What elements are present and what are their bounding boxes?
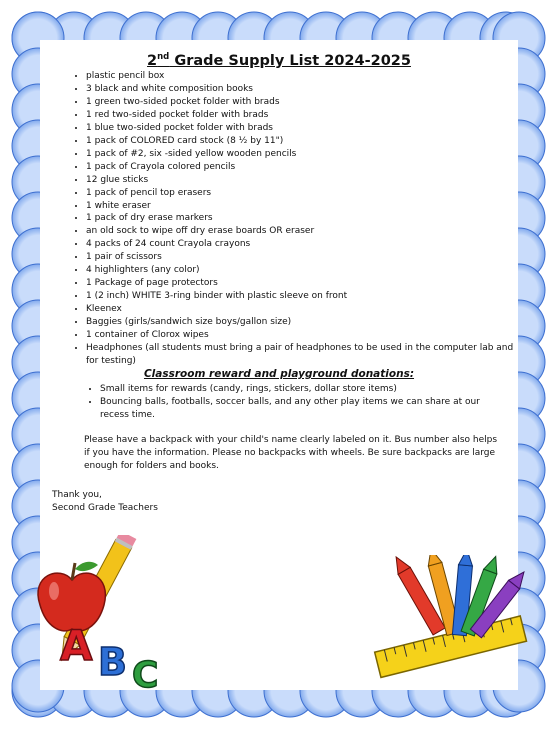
- list-item: • Baggies (girls/sandwich size boys/gallon size): [86, 316, 516, 329]
- signoff-teachers: Second Grade Teachers: [52, 503, 158, 513]
- svg-text:B: B: [98, 640, 127, 684]
- list-item: • 1 pack of COLORED card stock (8 ½ by 11"): [86, 135, 516, 148]
- supply-list: [40, 70, 516, 368]
- list-item: • 1 container of Clorox wipes: [86, 329, 516, 342]
- signoff-thanks: Thank you,: [52, 490, 102, 500]
- list-item: • 12 glue sticks: [86, 174, 516, 187]
- list-item: • 1 (2 inch) WHITE 3-ring binder with plastic sleeve on front: [86, 290, 516, 303]
- backpack-note: Please have a backpack with your child's name clearly labeled on it. Bus number also helps if you have the information. Please no backpacks with wheels. Be sure backpacks are large enough for folders and books.: [84, 435, 498, 471]
- donations-list: [40, 383, 495, 422]
- list-item: • Kleenex: [86, 303, 516, 316]
- list-item: • 4 packs of 24 count Crayola crayons: [86, 238, 516, 251]
- page-title: [40, 52, 518, 69]
- svg-text:A: A: [60, 621, 93, 670]
- title-grade-number: 2: [147, 52, 158, 69]
- list-item: • Bouncing balls, footballs, soccer balls, and any other play items we can share at our recess time.: [100, 396, 495, 422]
- list-item: • 1 Package of page protectors: [86, 277, 516, 290]
- crayons-ruler-clipart: [365, 555, 530, 685]
- list-item: • 1 pack of Crayola colored pencils: [86, 161, 516, 174]
- list-item: • 1 blue two-sided pocket folder with brads: [86, 122, 516, 135]
- list-item: • 1 pack of dry erase markers: [86, 212, 516, 225]
- list-item: • 1 pair of scissors: [86, 251, 516, 264]
- list-item: • 1 red two-sided pocket folder with brads: [86, 109, 516, 122]
- donations-heading: Classroom reward and playground donations:: [143, 368, 415, 380]
- apple-pencil-abc-clipart: [20, 535, 180, 695]
- list-item: • an old sock to wipe off dry erase boards OR eraser: [86, 225, 516, 238]
- list-item: • 1 pack of pencil top erasers: [86, 187, 516, 200]
- title-ordinal-suffix: nd: [157, 52, 170, 62]
- list-item: • 1 white eraser: [86, 200, 516, 213]
- list-item: • 3 black and white composition books: [86, 83, 516, 96]
- list-item: • 1 pack of #2, six -sided yellow wooden pencils: [86, 148, 516, 161]
- list-item: • 4 highlighters (any color): [86, 264, 516, 277]
- title-text: Grade Supply List 2024-2025: [169, 52, 411, 69]
- list-item: • 1 green two-sided pocket folder with brads: [86, 96, 516, 109]
- abc-letters-icon: [60, 621, 158, 695]
- signoff: [52, 489, 352, 515]
- svg-text:C: C: [132, 655, 159, 695]
- list-item: • Small items for rewards (candy, rings, stickers, dollar store items): [100, 383, 495, 396]
- list-item: • plastic pencil box: [86, 70, 516, 83]
- list-item: • Headphones (all students must bring a pair of headphones to be used in the computer lab and for testing): [86, 342, 516, 368]
